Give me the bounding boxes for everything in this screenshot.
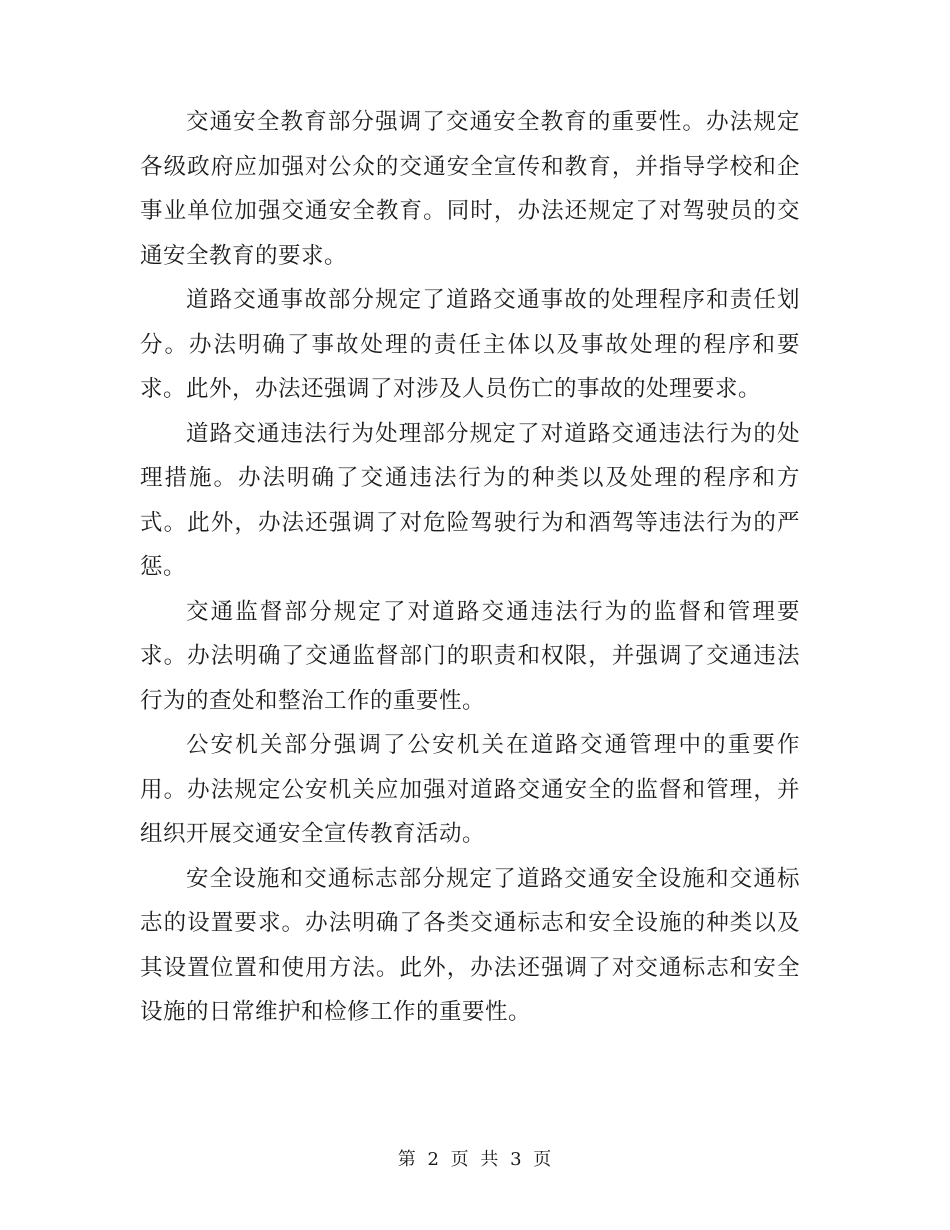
document-body xyxy=(140,100,800,1035)
paragraph-safety-facilities: 安全设施和交通标志部分规定了道路交通安全设施和交通标志的设置要求。办法明确了各类交通标志和安全设施的种类以及其设置位置和使用方法。此外，办法还强调了对交通标志和安全设施的日常维护和检修工作的重要性。 xyxy=(140,865,800,1025)
paragraph-traffic-supervision: 交通监督部分规定了对道路交通违法行为的监督和管理要求。办法明确了交通监督部门的职责和权限，并强调了交通违法行为的查处和整治工作的重要性。 xyxy=(140,598,800,714)
paragraph-traffic-violations: 道路交通违法行为处理部分规定了对道路交通违法行为的处理措施。办法明确了交通违法行为的种类以及处理的程序和方式。此外，办法还强调了对危险驾驶行为和酒驾等违法行为的严惩。 xyxy=(140,420,800,580)
paragraph-traffic-accidents: 道路交通事故部分规定了道路交通事故的处理程序和责任划分。办法明确了事故处理的责任主体以及事故处理的程序和要求。此外，办法还强调了对涉及人员伤亡的事故的处理要求。 xyxy=(140,287,800,402)
page-number-footer: 第 2 页 共 3 页 xyxy=(397,1149,553,1170)
paragraph-public-security: 公安机关部分强调了公安机关在道路交通管理中的重要作用。办法规定公安机关应加强对道路交通安全的监督和管理，并组织开展交通安全宣传教育活动。 xyxy=(140,732,800,847)
paragraph-traffic-safety-education: 交通安全教育部分强调了交通安全教育的重要性。办法规定各级政府应加强对公众的交通安全宣传和教育，并指导学校和企事业单位加强交通安全教育。同时，办法还规定了对驾驶员的交通安全教育的要求。 xyxy=(140,109,800,269)
